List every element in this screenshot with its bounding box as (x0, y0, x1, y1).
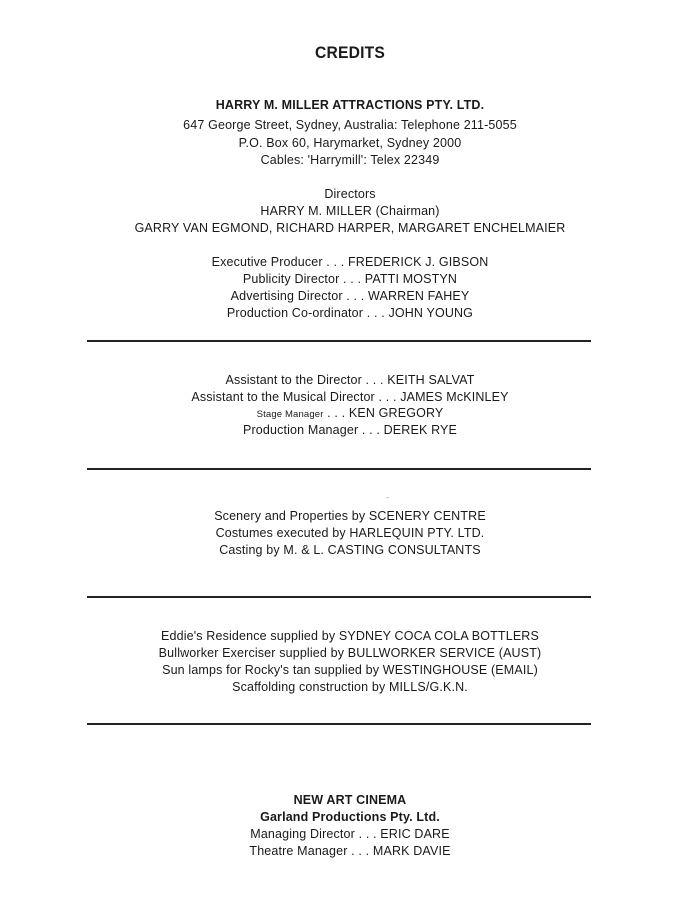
assistant-to-musical-director: Assistant to the Musical Director . . . JAMES McKINLEY (191, 390, 509, 404)
staff-executive-producer: Executive Producer . . . FREDERICK J. GIBSON (211, 255, 489, 269)
acknowledgement-scaffolding: Scaffolding construction by MILLS/G.K.N. (232, 680, 468, 694)
venue-theatre-manager: Theatre Manager . . . MARK DAVIE (249, 844, 451, 858)
section-divider (87, 340, 591, 342)
venue-name: NEW ART CINEMA (293, 793, 407, 807)
acknowledgement-residence: Eddie's Residence supplied by SYDNEY COCA COLA BOTTLERS (161, 629, 539, 643)
venue-managing-director: Managing Director . . . ERIC DARE (250, 827, 450, 841)
company-po-box: P.O. Box 60, Harymarket, Sydney 2000 (238, 136, 462, 150)
directors-chairman: HARRY M. MILLER (Chairman) (260, 204, 440, 218)
supplier-scenery: Scenery and Properties by SCENERY CENTRE (214, 509, 486, 523)
directors-others: GARRY VAN EGMOND, RICHARD HARPER, MARGARET ENCHELMAIER (134, 221, 566, 235)
company-cables: Cables: 'Harrymill': Telex 22349 (260, 153, 440, 167)
acknowledgement-bullworker: Bullworker Exerciser supplied by BULLWORKER SERVICE (AUST) (158, 646, 542, 660)
company-name: HARRY M. MILLER ATTRACTIONS PTY. LTD. (215, 98, 485, 112)
directors-heading: Directors (324, 187, 376, 201)
section-divider (87, 596, 591, 598)
supplier-casting: Casting by M. & L. CASTING CONSULTANTS (219, 543, 481, 557)
staff-advertising-director: Advertising Director . . . WARREN FAHEY (230, 289, 470, 303)
stage-manager-value: . . . KEN GREGORY (327, 406, 444, 420)
section-divider (87, 723, 591, 725)
acknowledgement-sun-lamps: Sun lamps for Rocky's tan supplied by WESTINGHOUSE (EMAIL) (162, 663, 538, 677)
venue-company: Garland Productions Pty. Ltd. (260, 810, 440, 824)
production-manager: Production Manager . . . DEREK RYE (243, 423, 457, 437)
assistant-to-director: Assistant to the Director . . . KEITH SALVAT (225, 373, 475, 387)
stage-manager-label: Stage Manager (256, 409, 324, 420)
stage-manager (0, 405, 700, 423)
supplier-costumes: Costumes executed by HARLEQUIN PTY. LTD. (215, 526, 485, 540)
print-speck (386, 497, 389, 498)
page-title: CREDITS (315, 43, 385, 62)
staff-production-coordinator: Production Co-ordinator . . . JOHN YOUNG (226, 306, 474, 320)
section-divider (87, 468, 591, 470)
company-address: 647 George Street, Sydney, Australia: Telephone 211-5055 (183, 118, 517, 132)
staff-publicity-director: Publicity Director . . . PATTI MOSTYN (242, 272, 458, 286)
